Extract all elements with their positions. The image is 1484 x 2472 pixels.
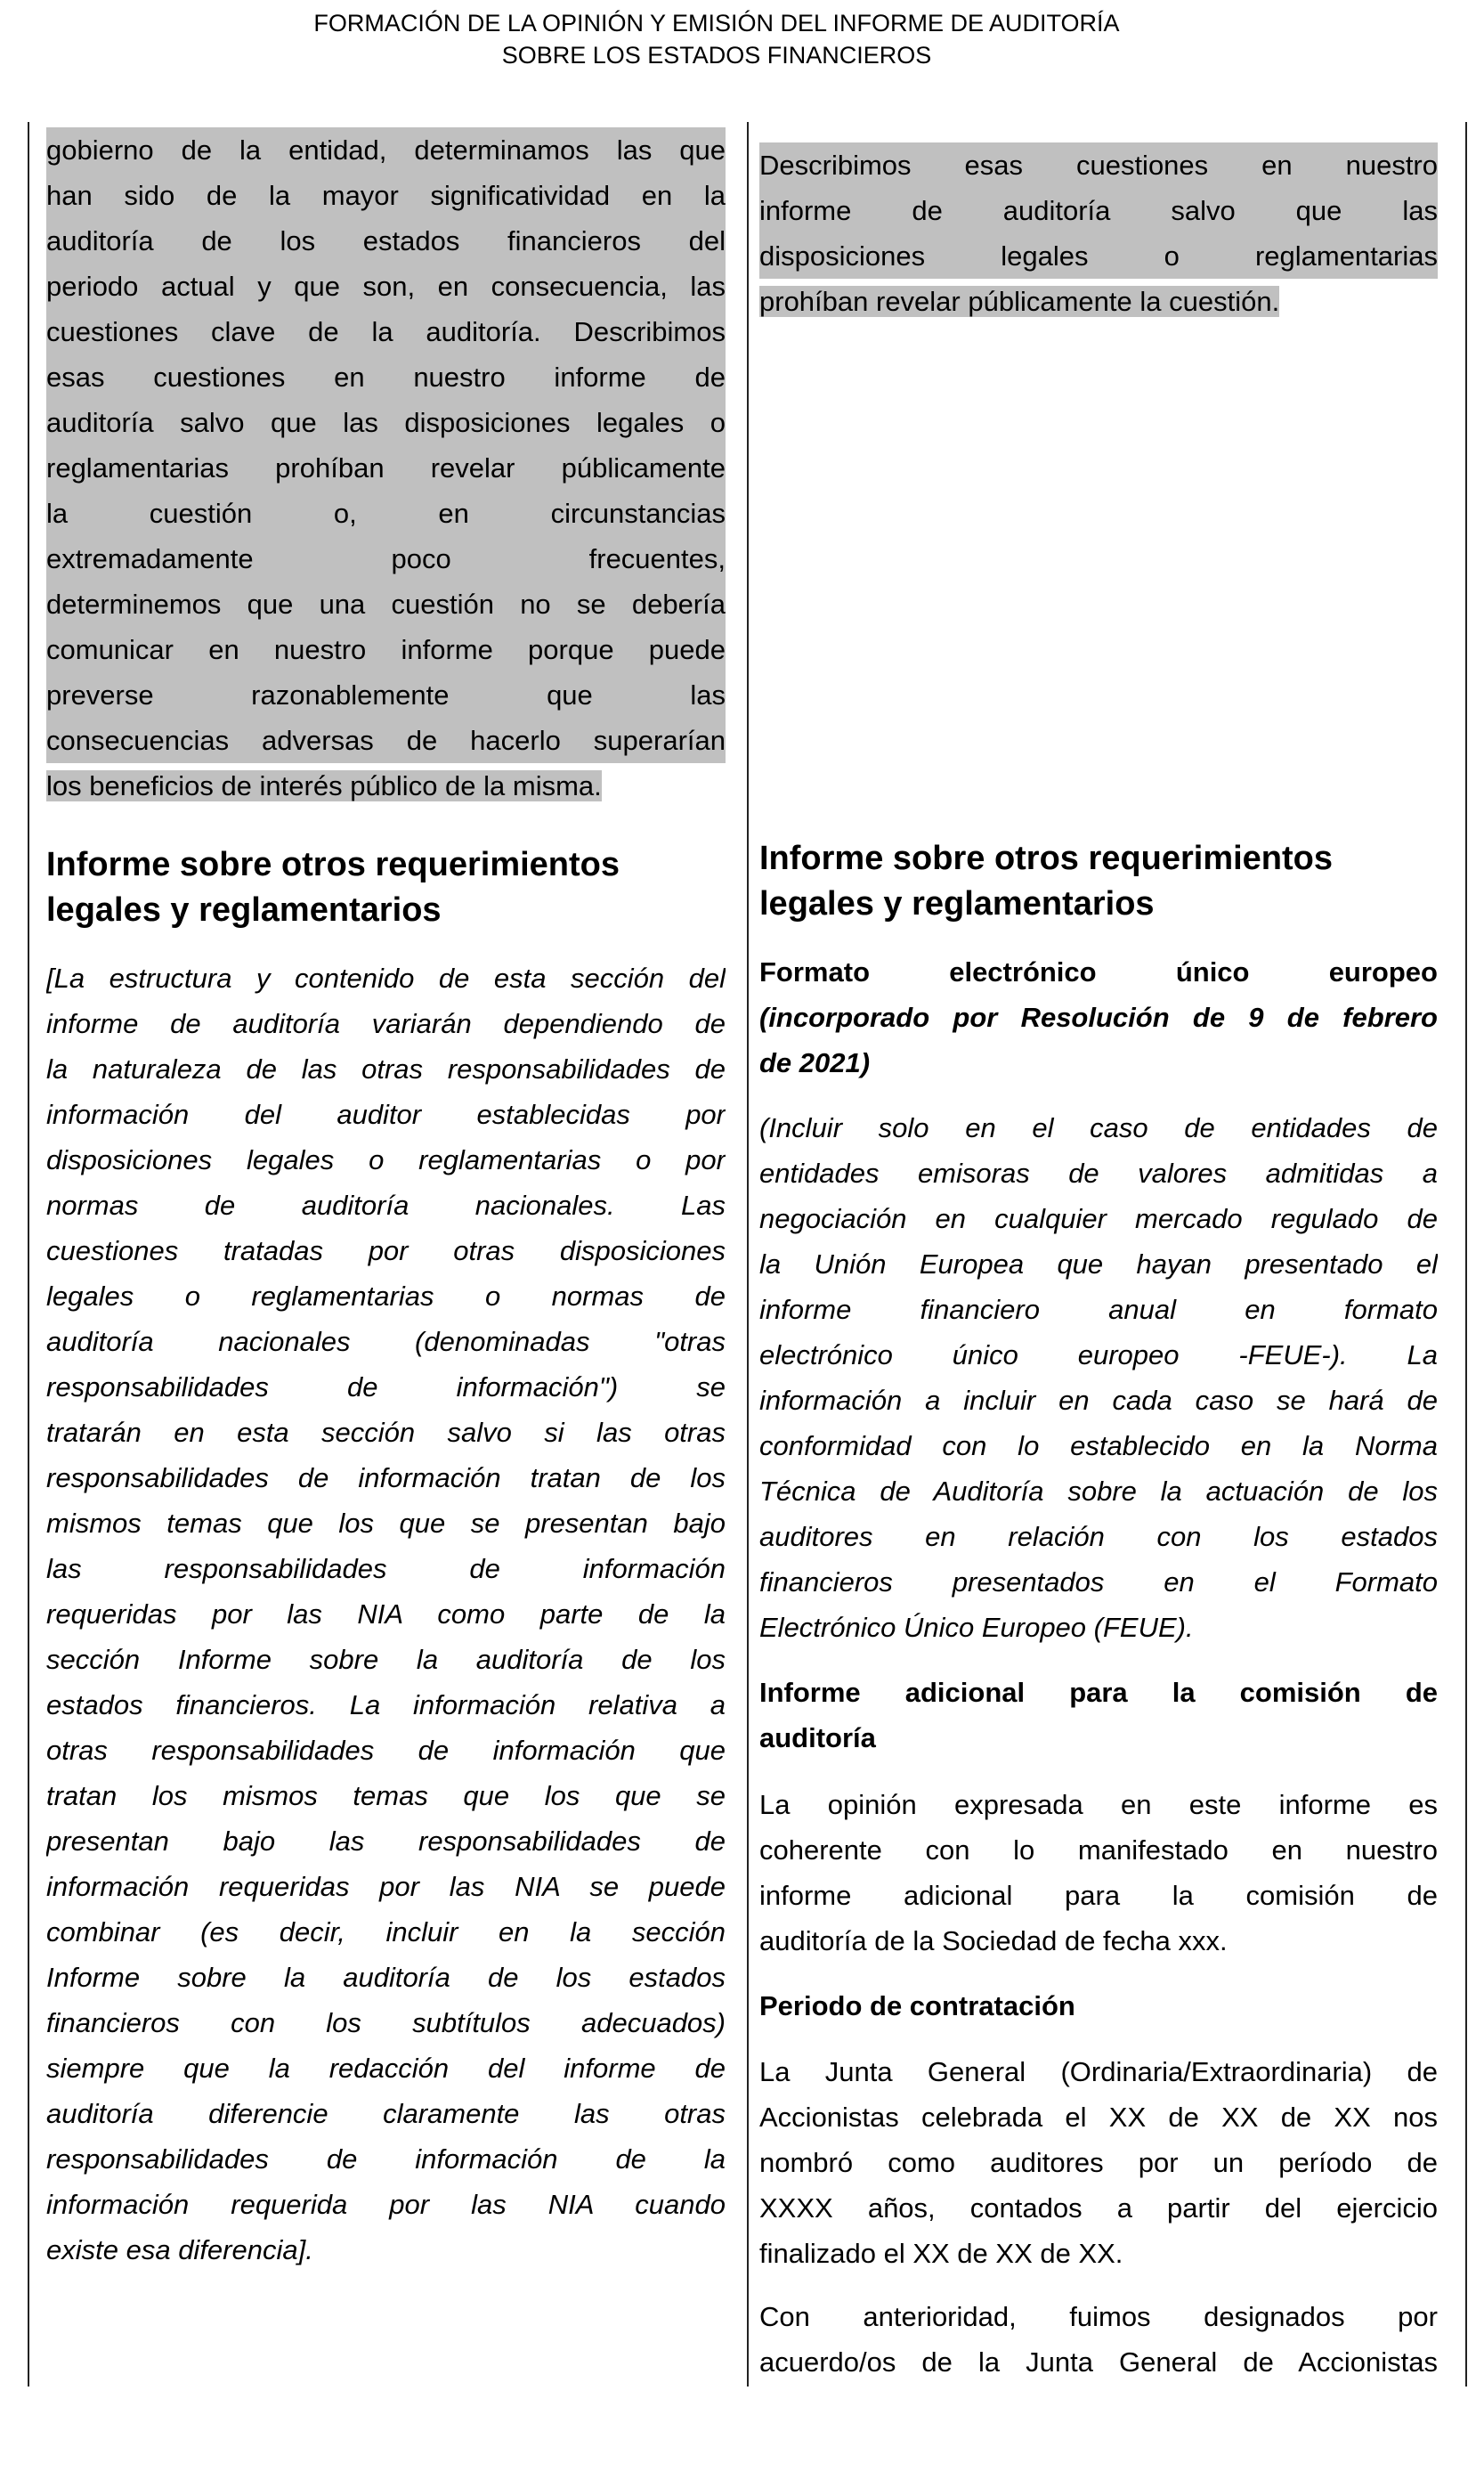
text-line: presentan bajo las responsabilidades de (46, 1826, 726, 1857)
text-line: la Unión Europea que hayan presentado el (759, 1248, 1438, 1280)
text-line: auditoría de los estados financieros del (46, 218, 726, 264)
left-italic-paragraph (46, 955, 726, 2273)
text-line: La opinión expresada en este informe es (759, 1789, 1438, 1820)
text-line: informe de auditoría variarán dependiendo de (46, 1008, 726, 1039)
text-line: combinar (es decir, incluir en la sección (46, 1916, 726, 1948)
text-line: cuestiones tratadas por otras disposiciones (46, 1235, 726, 1266)
text-line: disposiciones legales o reglamentarias o por (46, 1144, 726, 1175)
periodo-subheading (759, 1983, 1438, 2029)
text-line: auditores en relación con los estados (759, 1521, 1438, 1552)
text-line: Periodo de contratación (759, 1990, 1075, 2021)
text-line: Describimos esas cuestiones en nuestro (759, 142, 1438, 188)
text-line: conformidad con lo establecido en la Norma (759, 1430, 1438, 1461)
page-header-title-line2: SOBRE LOS ESTADOS FINANCIEROS (501, 42, 932, 69)
text-line: informe adicional para la comisión de (759, 1880, 1438, 1911)
left-section-heading (46, 842, 726, 933)
text-line: la naturaleza de las otras responsabilidades de (46, 1053, 726, 1085)
text-line: Técnica de Auditoría sobre la actuación de los (759, 1476, 1438, 1507)
text-line: periodo actual y que son, en consecuencia, las (46, 264, 726, 309)
text-line: normas de auditoría nacionales. Las (46, 1190, 726, 1221)
table-border-middle (747, 122, 749, 2387)
text-line-content: prohíban revelar públicamente la cuestión. (759, 286, 1280, 317)
feue-subheading (759, 949, 1438, 1086)
text-line: preverse razonablemente que las (46, 672, 726, 718)
text-line: auditoría salvo que las disposiciones legales o (46, 400, 726, 445)
comision-subheading (759, 1670, 1438, 1760)
text-line: siempre que la redacción del informe de (46, 2053, 726, 2084)
text-line: (incorporado por Resolución de 9 de febrero (759, 1002, 1438, 1033)
text-line: información requeridas por las NIA se puede (46, 1871, 726, 1902)
text-line: mismos temas que los que se presentan bajo (46, 1508, 726, 1539)
text-line-content: los beneficios de interés público de la misma. (46, 770, 602, 801)
text-line: entidades emisoras de valores admitidas a (759, 1158, 1438, 1189)
text-line: legales y reglamentarios (759, 885, 1155, 923)
text-line: responsabilidades de información") se (46, 1371, 726, 1403)
text-line (46, 763, 726, 809)
text-line: responsabilidades de información de la (46, 2143, 726, 2175)
text-line: negociación en cualquier mercado regulado de (759, 1203, 1438, 1234)
text-line: otras responsabilidades de información que (46, 1735, 726, 1766)
text-line: finalizado el XX de XX de XX. (759, 2238, 1123, 2269)
text-line: información requerida por las NIA cuando (46, 2189, 726, 2220)
text-line: han sido de la mayor significatividad en la (46, 173, 726, 218)
text-line: sección Informe sobre la auditoría de los (46, 1644, 726, 1675)
text-line: requeridas por las NIA como parte de la (46, 1598, 726, 1630)
text-line: información a incluir en cada caso se hará de (759, 1385, 1438, 1416)
text-line: la cuestión o, en circunstancias (46, 491, 726, 536)
right-section-heading (759, 836, 1438, 927)
text-line: existe esa diferencia]. (46, 2234, 313, 2265)
table-border-right (1465, 122, 1467, 2387)
text-line: Informe sobre otros requerimientos (46, 846, 620, 883)
text-line: Formato electrónico único europeo (759, 956, 1438, 988)
text-line: Accionistas celebrada el XX de XX de XX nos (759, 2102, 1438, 2133)
text-line: cuestiones clave de la auditoría. Describimos (46, 309, 726, 354)
text-line: las responsabilidades de información (46, 1553, 726, 1584)
text-line: La Junta General (Ordinaria/Extraordinaria) de (759, 2056, 1438, 2087)
text-line: tratarán en esta sección salvo si las otras (46, 1417, 726, 1448)
periodo-paragraph (759, 2049, 1438, 2276)
page-header-title-line1: FORMACIÓN DE LA OPINIÓN Y EMISIÓN DEL INFORME DE AUDITORÍA (313, 10, 1120, 37)
text-line: financieros con los subtítulos adecuados) (46, 2007, 726, 2038)
text-line: Con anterioridad, fuimos designados por (759, 2301, 1438, 2332)
text-line: informe de auditoría salvo que las (759, 188, 1438, 233)
left-highlighted-paragraph (46, 127, 726, 809)
text-line: Electrónico Único Europeo (FEUE). (759, 1612, 1194, 1643)
text-line: auditoría (759, 1722, 876, 1753)
text-line: auditoría diferencie claramente las otras (46, 2098, 726, 2129)
feue-paragraph (759, 1105, 1438, 1650)
text-line: nombró como auditores por un período de (759, 2147, 1438, 2178)
text-line: [La estructura y contenido de esta sección del (46, 963, 726, 994)
text-line: estados financieros. La información relativa a (46, 1689, 726, 1720)
text-line: consecuencias adversas de hacerlo superarían (46, 718, 726, 763)
table-border-left (28, 122, 29, 2387)
text-line: auditoría de la Sociedad de fecha xxx. (759, 1925, 1228, 1956)
comision-paragraph (759, 1782, 1438, 1964)
text-line: disposiciones legales o reglamentarias (759, 233, 1438, 279)
text-line: coherente con lo manifestado en nuestro (759, 1834, 1438, 1866)
anterioridad-paragraph (759, 2294, 1438, 2385)
text-line: responsabilidades de información tratan de los (46, 1462, 726, 1493)
text-line: acuerdo/os de la Junta General de Accionistas (759, 2346, 1438, 2378)
text-line: Informe sobre otros requerimientos (759, 840, 1334, 877)
text-line: tratan los mismos temas que los que se (46, 1780, 726, 1811)
text-line: financieros presentados en el Formato (759, 1566, 1438, 1598)
text-line: (Incluir solo en el caso de entidades de (759, 1112, 1438, 1143)
text-line: auditoría nacionales (denominadas "otras (46, 1326, 726, 1357)
text-line: esas cuestiones en nuestro informe de (46, 354, 726, 400)
text-line: legales y reglamentarios (46, 891, 442, 929)
text-line (759, 279, 1438, 324)
text-line: electrónico único europeo -FEUE-). La (759, 1339, 1438, 1370)
text-line: informe financiero anual en formato (759, 1294, 1438, 1325)
text-line: extremadamente poco frecuentes, (46, 536, 726, 581)
text-line: XXXX años, contados a partir del ejercicio (759, 2192, 1438, 2224)
text-line: determinemos que una cuestión no se debería (46, 581, 726, 627)
text-line: reglamentarias prohíban revelar públicamente (46, 445, 726, 491)
text-line: legales o reglamentarias o normas de (46, 1281, 726, 1312)
text-line: de 2021) (759, 1047, 871, 1078)
text-line: gobierno de la entidad, determinamos las que (46, 127, 726, 173)
text-line: comunicar en nuestro informe porque puede (46, 627, 726, 672)
text-line: Informe sobre la auditoría de los estados (46, 1962, 726, 1993)
right-highlighted-paragraph (759, 142, 1438, 324)
text-line: información del auditor establecidas por (46, 1099, 726, 1130)
text-line: Informe adicional para la comisión de (759, 1677, 1438, 1708)
